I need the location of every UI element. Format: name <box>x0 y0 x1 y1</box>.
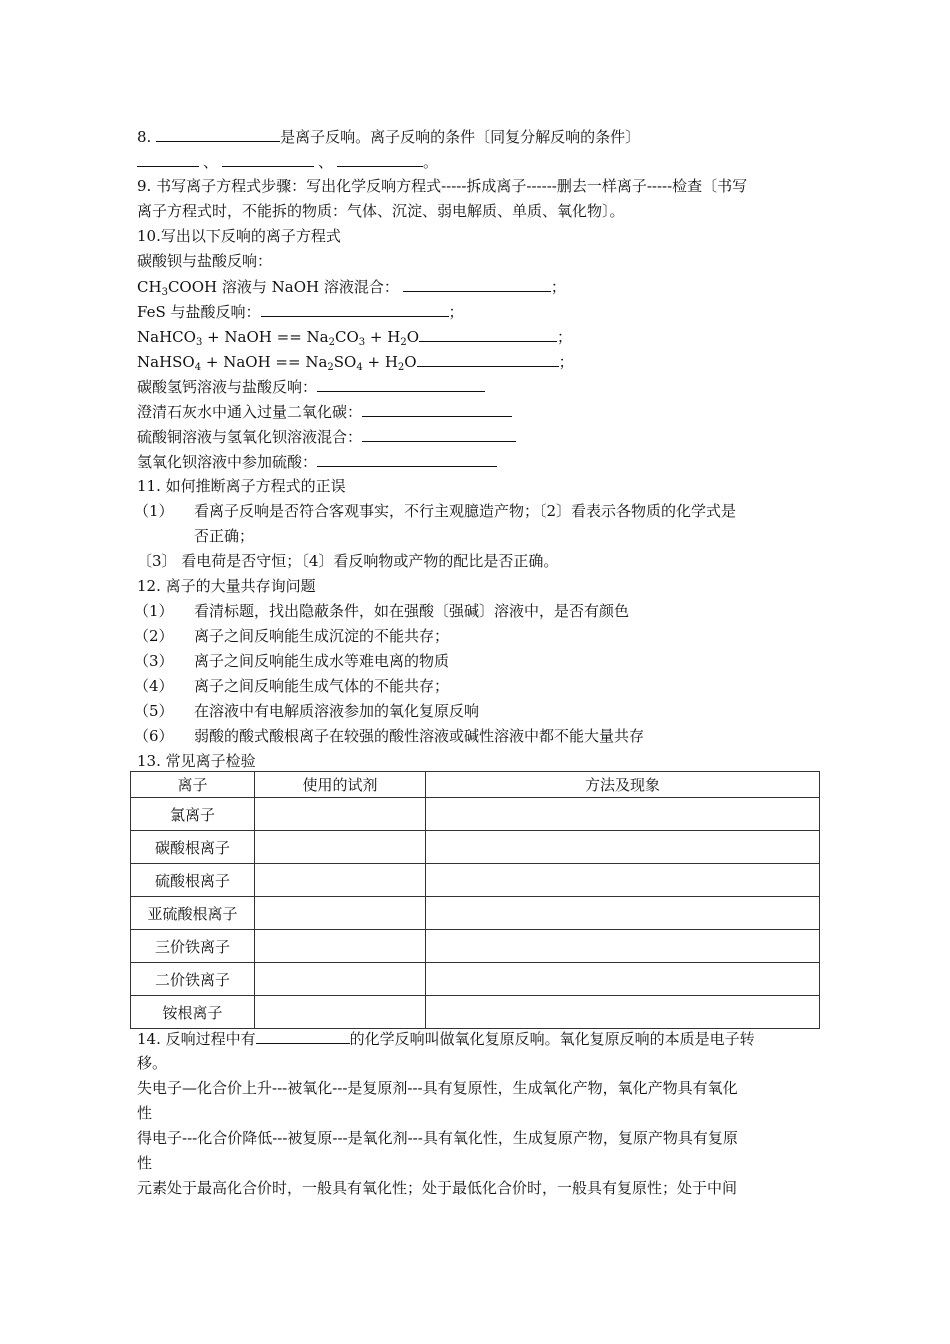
reagent-cell[interactable] <box>255 930 426 963</box>
fill-blank[interactable] <box>337 149 423 167</box>
reaction-3: FeS 与盐酸反响： ； <box>137 299 817 324</box>
reagent-cell[interactable] <box>255 798 426 831</box>
fill-blank[interactable] <box>317 449 497 467</box>
reaction-4: NaHCO$_3$ + NaOH == $Na_2CO_3 + H_2O$ ； <box>137 324 817 349</box>
q12-item: （5） 在溶液中有电解质溶液参加的氧化复原反响 <box>134 702 480 720</box>
fill-blank[interactable] <box>261 299 449 317</box>
q14-line3: 失电子—化合价上升---被氧化---是复原剂---具有复原性，生成氧化产物，氧化产物具有氧化 <box>137 1079 738 1097</box>
ion-name-cell: 二价铁离子 <box>131 963 255 996</box>
q11-title: 11. 如何推断离子方程式的正误 <box>137 477 346 495</box>
q11-item-1: （1） 看离子反响是否符合客观事实，不行主观臆造产物；〔2〕看表示各物质的化学式是 <box>134 502 737 520</box>
q14-line6: 性 <box>137 1154 153 1172</box>
table-row <box>131 864 820 897</box>
reagent-cell[interactable] <box>255 996 426 1029</box>
q9-line2: 离子方程式时，不能拆的物质：气体、沉淀、弱电解质、单质、氧化物〕。 <box>137 202 625 220</box>
q10-title: 10.写出以下反响的离子方程式 <box>137 227 341 245</box>
fill-blank[interactable] <box>362 424 516 442</box>
q12-title: 12. 离子的大量共存询问题 <box>137 577 316 595</box>
table-row <box>131 831 820 864</box>
q14-line2: 移。 <box>137 1054 168 1072</box>
reaction-2: $CH_3COOH$ 溶液与 NaOH 溶液混合： ； <box>137 274 817 299</box>
ion-name-cell: 铵根离子 <box>131 996 255 1029</box>
q9-line1: 9. 书写离子方程式步骤：写出化学反响方程式-----拆成离子------删去一样离子-----检查〔书写 <box>137 177 748 195</box>
q14-line1: 14. 反响过程中有 的化学反响叫做氧化复原反响。氧化复原反响的本质是电子转 <box>137 1026 817 1051</box>
q8-number: 8. <box>137 128 152 146</box>
q14-line4: 性 <box>137 1104 153 1122</box>
table-header-row <box>131 772 820 798</box>
q14-line5: 得电子---化合价降低---被复原---是氧化剂---具有氧化性，生成复原产物，复原产物具有复原 <box>137 1129 738 1147</box>
ion-name-cell: 硫酸根离子 <box>131 864 255 897</box>
reaction-7: 澄清石灰水中通入过量二氧化碳： <box>137 399 817 424</box>
q8-line2 <box>137 149 817 174</box>
q8-text: 是离子反响。离子反响的条件〔同复分解反响的条件〕 <box>280 128 641 146</box>
reagent-cell[interactable] <box>255 864 426 897</box>
method-cell[interactable] <box>426 996 820 1029</box>
q13-title: 13. 常见离子检验 <box>137 752 256 770</box>
header-cell: 方法及现象 <box>426 772 820 798</box>
table-row <box>131 996 820 1029</box>
ion-name-cell: 氯离子 <box>131 798 255 831</box>
method-cell[interactable] <box>426 798 820 831</box>
ion-name-cell: 亚硫酸根离子 <box>131 897 255 930</box>
fill-blank[interactable] <box>222 149 314 167</box>
q11-item-1-cont: 否正确； <box>194 527 255 545</box>
fill-blank[interactable] <box>417 349 559 367</box>
separator: 、 <box>318 153 334 171</box>
table-row <box>131 897 820 930</box>
reagent-cell[interactable] <box>255 831 426 864</box>
q14-line7: 元素处于最高化合价时，一般具有氧化性；处于最低化合价时，一般具有复原性；处于中间 <box>137 1179 738 1197</box>
ion-name-cell: 三价铁离子 <box>131 930 255 963</box>
table-row <box>131 930 820 963</box>
fill-blank[interactable] <box>317 374 485 392</box>
method-cell[interactable] <box>426 897 820 930</box>
fill-blank[interactable] <box>419 324 557 342</box>
fill-blank[interactable] <box>256 1026 350 1044</box>
table-row <box>131 798 820 831</box>
header-cell: 离子 <box>131 772 255 798</box>
q14-section <box>137 1026 817 1201</box>
ion-name-cell: 碳酸根离子 <box>131 831 255 864</box>
q8-line1 <box>137 124 817 149</box>
reagent-cell[interactable] <box>255 897 426 930</box>
method-cell[interactable] <box>426 963 820 996</box>
q11-item-3: 〔3〕 看电荷是否守恒；〔4〕看反响物或产物的配比是否正确。 <box>137 552 559 570</box>
fill-blank[interactable] <box>137 149 199 167</box>
header-cell: 使用的试剂 <box>255 772 426 798</box>
reaction-5: NaHSO$_4$ + NaOH == $Na_2SO_4 + H_2O$ ； <box>137 349 817 374</box>
q12-item: （4） 离子之间反响能生成气体的不能共存； <box>134 677 450 695</box>
q12-item: （6） 弱酸的酸式酸根离子在较强的酸性溶液或碱性溶液中都不能大量共存 <box>134 727 645 745</box>
fill-blank[interactable] <box>362 399 512 417</box>
method-cell[interactable] <box>426 831 820 864</box>
q12-item: （2） 离子之间反响能生成沉淀的不能共存； <box>134 627 450 645</box>
fill-blank[interactable] <box>403 274 551 292</box>
reaction-6: 碳酸氢钙溶液与盐酸反响： <box>137 374 817 399</box>
document-body <box>134 124 817 774</box>
separator: 、 <box>203 153 219 171</box>
ion-test-table <box>130 771 820 1029</box>
q12-item: （1） 看清标题，找出隐蔽条件，如在强酸〔强碱〕溶液中，是否有颜色 <box>134 602 630 620</box>
fill-blank[interactable] <box>156 124 280 142</box>
reagent-cell[interactable] <box>255 963 426 996</box>
table-row <box>131 963 820 996</box>
method-cell[interactable] <box>426 864 820 897</box>
period: 。 <box>423 153 439 171</box>
method-cell[interactable] <box>426 930 820 963</box>
reaction-9: 氢氧化钡溶液中参加硫酸： <box>137 449 817 474</box>
reaction-8: 硫酸铜溶液与氢氧化钡溶液混合： <box>137 424 817 449</box>
reaction-1: 碳酸钡与盐酸反响： <box>137 252 273 270</box>
q12-item: （3） 离子之间反响能生成水等难电离的物质 <box>134 652 450 670</box>
